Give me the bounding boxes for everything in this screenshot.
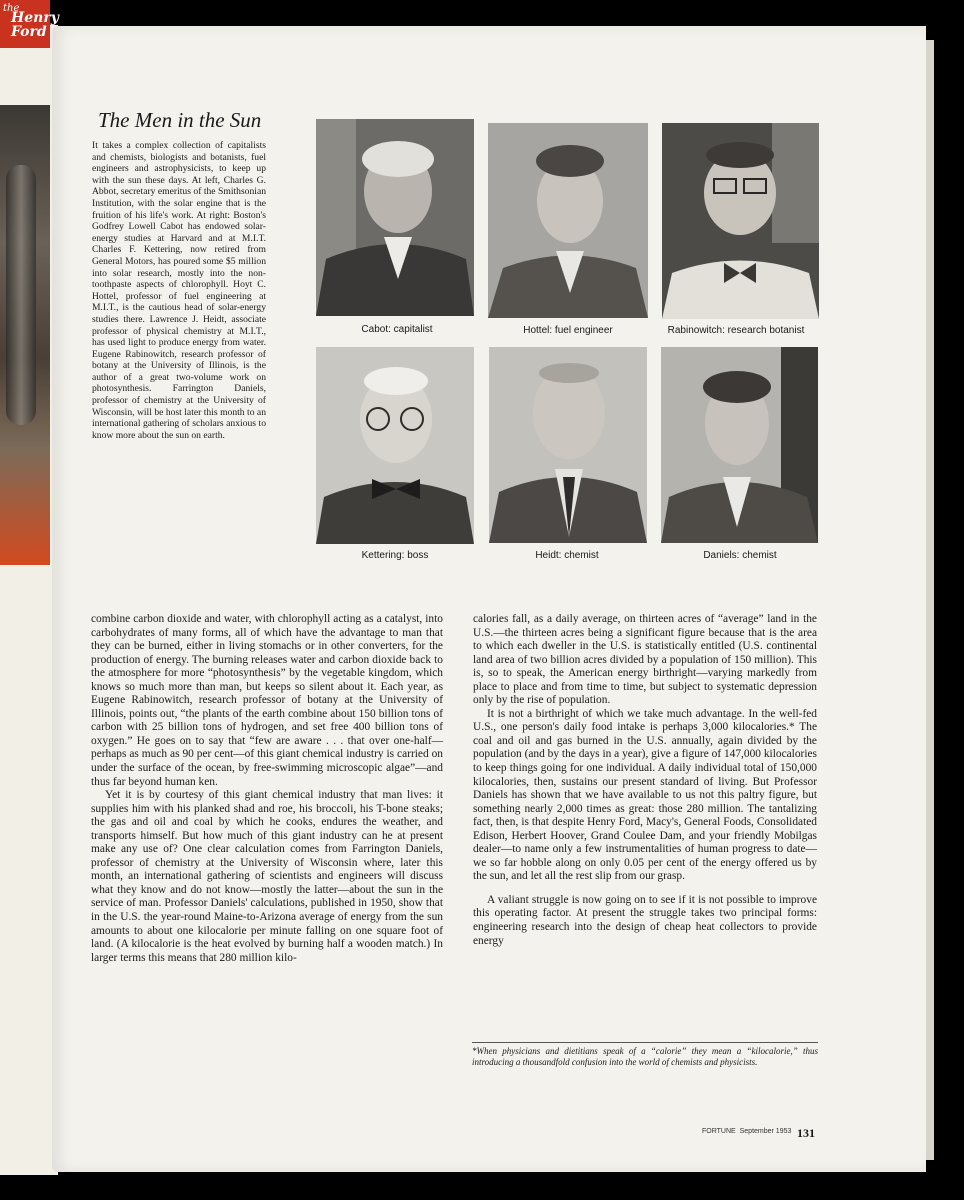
- paragraph: combine carbon dioxide and water, with chlorophyll acting as a catalyst, into carbohydrates of many forms, all of which have the advantage to man that they can be burned, either in living stomachs or in other converters, for the production of energy. The burning releases water and carbon dioxide back to the atmosphere for more “photosynthesis” by the vegetable kingdom, which knows so much more than man, but keeps so silent about it. Each year, as Eugene Rabinowitch, research professor of botany at the University of Illinois, points out, “the plants of the earth combine about 150 billion tons of carbon with 25 billion tons of hydrogen, and set free 400 billion tons of oxygen.” He goes on to say that “few are aware . . . that over one-half—perhaps as much as 90 per cent—of this giant chemical industry is carried on under the surface of the ocean, by free-swimming microscopic algae”—and thus far beyond human ken.: [91, 613, 443, 788]
- henry-ford-logo: the Henry Ford: [0, 0, 50, 48]
- page-edge: [926, 40, 934, 1160]
- paragraph: It is not a birthright of which we take much advantage. In the well-fed U.S., one person's daily food intake is perhaps 3,000 kilocalories.* The coal and oil and gas burned in the U.S. annually, again divided by the population (and by the days in a year), give a figure of 147,000 kilocalories to keep things going for one individual. A daily individual total of 150,000 kilocalories, then, sustains our present standard of living. But Professor Daniels has shown that we have available to us not this paltry figure, but something nearly 2,000 times as great: those 280 million. The tantalizing fact, then, is that despite Henry Ford, Macy's, General Foods, Consolidated Edison, Herbert Hoover, Grand Coulee Dam, and your friendly Mobilgas dealer—to name only a few instrumentalities of human progress to date—we so far hobble along on only 0.05 per cent of the energy offered us by the sun, and let all the rest slip from our grasp.: [473, 707, 817, 883]
- portrait-daniels: [661, 347, 818, 543]
- portrait-kettering: [316, 347, 474, 544]
- caption-kettering: Kettering: boss: [361, 550, 429, 561]
- portrait-rabinowitch: [662, 123, 819, 319]
- caption-hottel: Hottel: fuel engineer: [523, 325, 613, 336]
- portrait-hottel: [488, 123, 648, 318]
- paragraph: Yet it is by courtesy of this giant chemical industry that man lives: it supplies him with his planked shad and roe, his broccoli, his T-bone steaks; the gas and oil and coal by which he cooks, endures the weather, and transports himself. But how much of this giant industry can he at present make any use of? One clear calculation comes from Farrington Daniels, professor of chemistry at the University of Wisconsin where, later this month, an international gathering of scientists and engineers will discuss what they know and do not know—mostly the latter—about the sun in the service of man. Professor Daniels' calculations, published in 1950, show that in the U.S. the year-round Maine-to-Arizona average of energy from the sun amounts to about one kilocalorie per minute falling on one square foot of land. (A kilocalorie is the heat evolved by burning half a wooden match.) In larger terms this means that 280 million kilo-: [91, 789, 443, 964]
- sidebar-text: It takes a complex collection of capitalists and chemists, biologists and botanists, fuel engineers and astrophysicists, to keep up with the sun these days. At left, Charles G. Abbot, secretary emeritus of the Smithsonian Institution, with the solar engine that is the fruition of his life's work. At right: Boston's Godfrey Lowell Cabot has endowed solar-energy studies at Harvard and at M.I.T. Charles F. Kettering, now retired from General Motors, has poured some $5 million into solar research, mostly into the non-toothpaste aspects of chlorophyll. Hoyt C. Hottel, professor of fuel engineering at M.I.T., is the cautious head of solar-energy studies there. Lawrence J. Heidt, associate professor of physical chemistry at M.I.T., has used light to produce energy from water. Eugene Rabinowitch, research professor of botany at the University of Illinois, is the author of a great two-volume work on photosynthesis. Farrington Daniels, professor of chemistry at the University of Wisconsin, will be host later this month to an international gathering of scholars anxious to know more about the sun on earth.: [92, 140, 266, 441]
- solar-engine-photo: [0, 105, 50, 565]
- facing-page: [0, 25, 58, 1175]
- footnote: *When physicians and dietitians speak of a “calorie” they mean a “kilocalorie,” thus introducing a thousandfold confusion into the world of chemists and physicists.: [472, 1046, 818, 1067]
- sidebar-title: The Men in the Sun: [98, 108, 262, 132]
- article-column-right: [473, 613, 817, 948]
- portrait-cabot: [316, 119, 474, 316]
- paragraph: calories fall, as a daily average, on thirteen acres of “average” land in the U.S.—the thirteen acres being a significant figure because that is the area to which each dweller in the U.S. is statistically entitled (U.S. continental land area of two billion acres divided by a population of 150 million). This is, so to speak, the American energy birthright—varying markedly from place to place and from time to time, but subject to systematic depression only by the rise of population.: [473, 613, 817, 707]
- page-footer: FORTUNE September 1953: [702, 1128, 792, 1135]
- caption-cabot: Cabot: capitalist: [361, 324, 433, 335]
- article-column-left: [91, 613, 443, 965]
- caption-rabinowitch: Rabinowitch: research botanist: [667, 325, 805, 336]
- caption-heidt: Heidt: chemist: [535, 550, 599, 561]
- portrait-heidt: [489, 347, 647, 543]
- caption-daniels: Daniels: chemist: [703, 550, 777, 561]
- footnote-rule: [472, 1042, 818, 1043]
- paragraph: A valiant struggle is now going on to see if it is not possible to improve this operating factor. At present the struggle takes two principal forms: engineering research into the design of cheap heat collectors to provide energy: [473, 893, 817, 947]
- page-number: 131: [797, 1126, 815, 1140]
